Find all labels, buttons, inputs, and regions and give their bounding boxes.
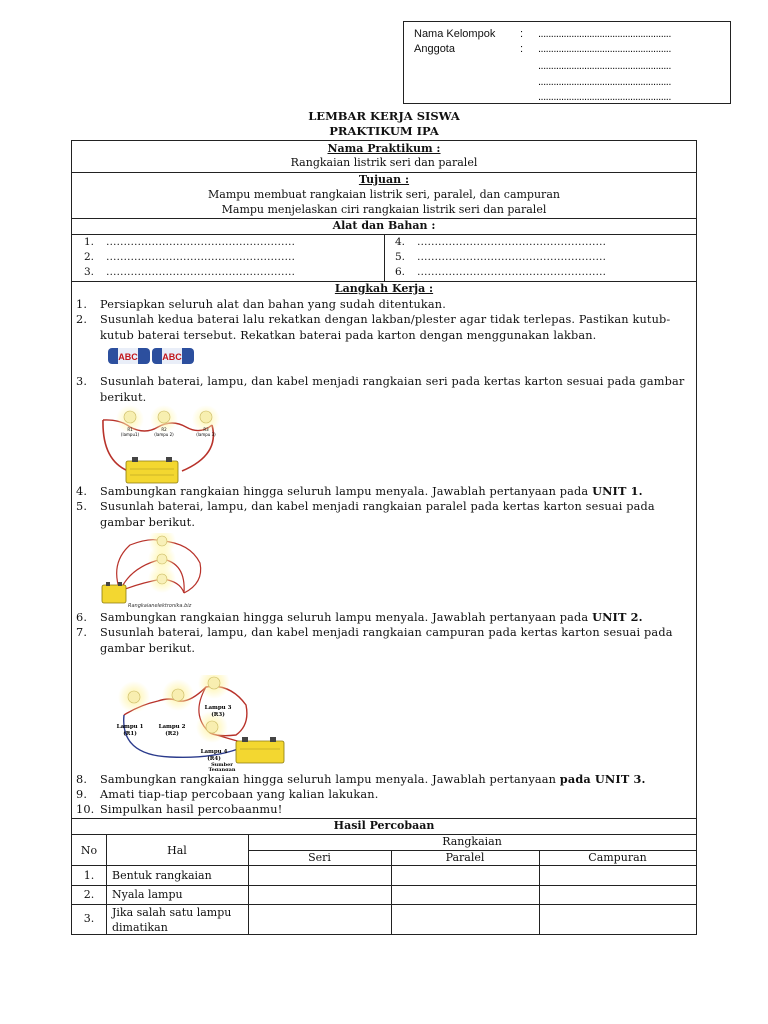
alat-item-field[interactable]: ………………………………………………: [106, 266, 295, 278]
answer-cell[interactable]: [540, 886, 695, 903]
seri-label: (lampu1): [120, 432, 140, 437]
nama-praktikum-value: Rangkaian listrik seri dan paralel: [290, 156, 478, 169]
row-hal: Jika salah satu lampu dimatikan: [112, 906, 232, 934]
alat-item-number: 3.: [84, 266, 95, 278]
step-number: 5.: [76, 500, 88, 513]
alat-item-field[interactable]: ………………………………………………: [417, 251, 606, 263]
alat-item: [84, 236, 295, 248]
alat-item-number: 5.: [395, 251, 406, 263]
mixed-circuit-image: [110, 675, 288, 771]
member-field-3[interactable]: ....................................................: [538, 76, 671, 88]
row-hal: Bentuk rangkaian: [112, 869, 212, 882]
seri-label: R2: [161, 427, 167, 432]
alat-item: [395, 266, 606, 278]
svg-text:ABC: ABC: [118, 352, 138, 362]
campuran-label: Lampu 4: [200, 749, 228, 755]
campuran-label: Tegangan: [208, 767, 236, 771]
step-text: Susunlah baterai, lampu, dan kabel menjadi rangkaian seri pada kertas karton sesuai pada gambar berikut.: [100, 375, 685, 404]
alat-item: [84, 266, 295, 278]
col-no-header: No: [80, 844, 98, 857]
alat-item-number: 2.: [84, 251, 95, 263]
paralel-caption: Rangkaianelektronika.biz: [128, 603, 192, 609]
langkah-heading: Langkah Kerja :: [334, 282, 434, 295]
member-field-1[interactable]: ....................................................: [538, 43, 671, 55]
campuran-label: (R1): [123, 731, 137, 737]
alat-item-number: 6.: [395, 266, 406, 278]
step-text: Susunlah kedua baterai lalu rekatkan dengan lakban/plester agar tidak terlepas. Pastikan kutub-kutub baterai tersebut. Rekatkan baterai pada karton dengan menggunakan lakban.: [100, 313, 671, 342]
colon: :: [520, 28, 524, 40]
answer-cell[interactable]: [392, 866, 538, 884]
alat-item-number: 1.: [84, 236, 95, 248]
hasil-heading: Hasil Percobaan: [333, 819, 435, 832]
campuran-label: Lampu 3: [204, 705, 232, 711]
row-number: 2.: [83, 888, 95, 901]
step-number: 10.: [76, 803, 95, 816]
step-number: 9.: [76, 788, 88, 801]
answer-cell[interactable]: [249, 905, 390, 934]
seri-label: R1: [127, 427, 133, 432]
step-item: [76, 625, 692, 656]
alat-item-field[interactable]: ………………………………………………: [106, 251, 295, 263]
answer-cell[interactable]: [392, 886, 538, 903]
alat-item: [395, 236, 606, 248]
answer-cell[interactable]: [540, 866, 695, 884]
group-identity-box: [403, 21, 731, 104]
col-seri-header: Seri: [308, 851, 331, 864]
step-text: Susunlah baterai, lampu, dan kabel menjadi rangkaian paralel pada kertas karton sesuai pada gambar berikut.: [100, 500, 655, 529]
answer-cell[interactable]: [249, 866, 390, 884]
step-text: Amati tiap-tiap percobaan yang kalian lakukan.: [100, 788, 379, 801]
step-number: 8.: [76, 773, 88, 786]
step-item: [76, 484, 692, 500]
parallel-circuit-image: [100, 533, 224, 613]
col-campuran-header: Campuran: [588, 851, 647, 864]
unit-ref: pada UNIT 3.: [559, 772, 646, 786]
page-subtitle: PRAKTIKUM IPA: [329, 124, 439, 138]
alat-item-number: 4.: [395, 236, 406, 248]
nama-praktikum-heading: Nama Praktikum :: [327, 142, 441, 155]
row-number: 3.: [83, 912, 95, 925]
campuran-label: Lampu 1: [116, 724, 144, 730]
answer-cell[interactable]: [392, 905, 538, 934]
answer-cell[interactable]: [540, 905, 695, 934]
column-divider: [384, 234, 385, 281]
campuran-label: (R3): [211, 712, 225, 718]
step-item: [76, 772, 692, 788]
col-hal-header: Hal: [167, 844, 187, 857]
step-number: 3.: [76, 375, 88, 388]
alat-bahan-heading: Alat dan Bahan :: [332, 219, 436, 232]
group-name-label: Nama Kelompok: [414, 28, 496, 40]
page-title: LEMBAR KERJA SISWA: [308, 109, 460, 123]
step-item: [76, 610, 692, 626]
alat-item: [84, 251, 295, 263]
series-circuit-image: [100, 405, 224, 485]
step-text: Susunlah baterai, lampu, dan kabel menjadi rangkaian campuran pada kertas karton sesuai pada gambar berikut.: [100, 626, 673, 655]
col-paralel-header: Paralel: [445, 851, 485, 864]
step-item: [76, 787, 692, 803]
step-item: [76, 499, 692, 530]
member-field-2[interactable]: ....................................................: [538, 60, 671, 72]
battery-image: [108, 347, 194, 365]
unit-ref: UNIT 2.: [592, 610, 643, 624]
step-item: [76, 297, 692, 313]
step-text: Sambungkan rangkaian hingga seluruh lampu menyala. Jawablah pertanyaan pada: [100, 485, 593, 498]
campuran-label: (R4): [207, 756, 221, 762]
members-label: Anggota: [414, 43, 455, 55]
step-number: 7.: [76, 626, 88, 639]
campuran-label: (R2): [165, 731, 179, 737]
answer-cell[interactable]: [249, 886, 390, 903]
step-number: 1.: [76, 298, 88, 311]
member-field-4[interactable]: ....................................................: [538, 91, 671, 103]
step-item: [76, 312, 692, 343]
colon: :: [520, 43, 524, 55]
tujuan-item: Mampu menjelaskan ciri rangkaian listrik seri dan paralel: [221, 203, 547, 216]
step-text: Simpulkan hasil percobaanmu!: [100, 803, 283, 816]
svg-text:ABC: ABC: [162, 352, 182, 362]
worksheet-table: [71, 140, 697, 935]
tujuan-item: Mampu membuat rangkaian listrik seri, paralel, dan campuran: [208, 188, 560, 201]
col-rangkaian-header: Rangkaian: [442, 835, 502, 848]
step-text: Sambungkan rangkaian hingga seluruh lampu menyala. Jawablah pertanyaan: [100, 773, 560, 786]
step-text: Persiapkan seluruh alat dan bahan yang sudah ditentukan.: [100, 298, 446, 311]
tujuan-heading: Tujuan :: [358, 173, 410, 186]
campuran-label: Lampu 2: [158, 724, 186, 730]
alat-item-field[interactable]: ………………………………………………: [417, 266, 606, 278]
step-number: 4.: [76, 485, 88, 498]
group-name-field[interactable]: ....................................................: [538, 28, 671, 40]
step-item: [76, 802, 692, 818]
seri-label: R3: [203, 427, 209, 432]
campuran-label: Sumber: [211, 762, 233, 768]
step-number: 2.: [76, 313, 88, 326]
seri-label: (lampu 2): [154, 432, 174, 437]
unit-ref: UNIT 1.: [592, 484, 643, 498]
row-hal: Nyala lampu: [112, 888, 183, 901]
seri-label: (lampu 3): [196, 432, 216, 437]
alat-item-field[interactable]: ………………………………………………: [106, 236, 295, 248]
row-number: 1.: [83, 869, 95, 882]
alat-item: [395, 251, 606, 263]
step-number: 6.: [76, 611, 88, 624]
alat-item-field[interactable]: ………………………………………………: [417, 236, 606, 248]
step-text: Sambungkan rangkaian hingga seluruh lampu menyala. Jawablah pertanyaan pada: [100, 611, 593, 624]
step-item: [76, 374, 692, 405]
